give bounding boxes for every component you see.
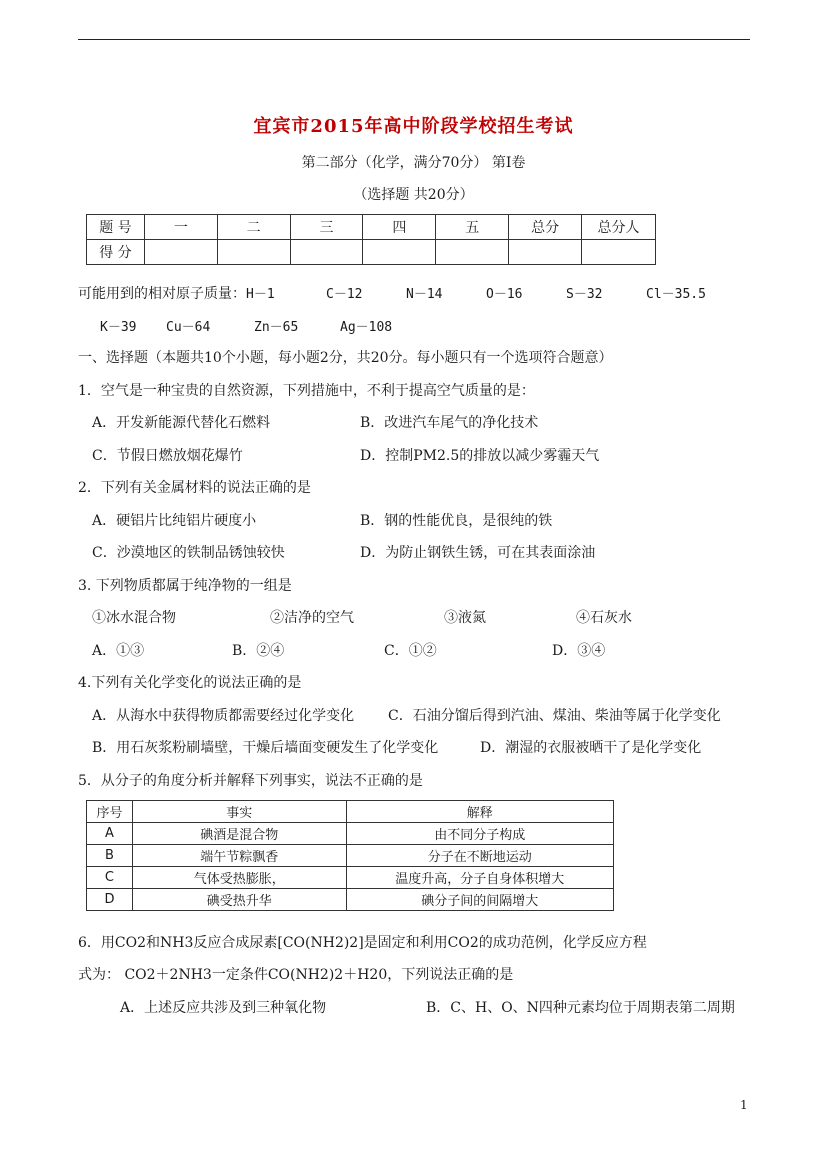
row-label: D xyxy=(87,889,133,911)
option-b: B．钢的性能优良，是很纯的铁 xyxy=(360,513,553,529)
table-row xyxy=(87,889,614,911)
section-heading: 一、选择题（本题共10个小题，每小题2分，共20分。每小题只有一个选项符合题意） xyxy=(78,350,613,366)
option-a: A．开发新能源代替化石燃料 xyxy=(92,415,271,431)
fact-cell: 碘酒是混合物 xyxy=(132,823,346,845)
score-table-header-row xyxy=(87,215,656,240)
score-cell: 总分 xyxy=(509,215,582,240)
score-cell: 四 xyxy=(363,215,436,240)
substance-item: ①冰水混合物 xyxy=(92,610,176,626)
score-table xyxy=(86,214,656,265)
score-cell: 一 xyxy=(144,215,217,240)
option-a: A．①③ xyxy=(92,643,145,659)
table-row xyxy=(87,867,614,889)
explanation-cell: 分子在不断地运动 xyxy=(346,845,614,867)
section-label: （选择题 共20分） xyxy=(353,187,474,203)
row-label: C xyxy=(87,867,133,889)
option-c: C．①② xyxy=(384,643,437,659)
option-b: B．改进汽车尾气的净化技术 xyxy=(360,415,539,431)
atomic-mass: Cl－35.5 xyxy=(646,287,706,302)
question-stem: 3. 下列物质都属于纯净物的一组是 xyxy=(78,578,292,594)
score-cell: 总分人 xyxy=(582,215,656,240)
header-cell: 序号 xyxy=(87,801,133,823)
exam-title: 宜宾市2015年高中阶段学校招生考试 xyxy=(253,116,574,137)
row-label: B xyxy=(87,845,133,867)
score-cell: 三 xyxy=(290,215,363,240)
option-b: B．②④ xyxy=(232,643,285,659)
explanation-cell: 温度升高，分子自身体积增大 xyxy=(346,867,614,889)
facts-table-header xyxy=(87,801,614,823)
score-cell xyxy=(509,240,582,265)
substance-item: ③液氮 xyxy=(444,610,486,626)
score-table-score-row xyxy=(87,240,656,265)
row-label: A xyxy=(87,823,133,845)
header-rule xyxy=(78,39,750,40)
facts-table xyxy=(86,800,614,911)
score-cell: 二 xyxy=(217,215,290,240)
score-cell: 得 分 xyxy=(87,240,145,265)
atomic-mass-intro: 可能用到的相对原子质量： xyxy=(78,286,246,302)
page-number: 1 xyxy=(740,1098,748,1112)
atomic-mass: Ag－108 xyxy=(340,320,393,335)
atomic-mass: O－16 xyxy=(486,287,523,302)
score-cell xyxy=(363,240,436,265)
explanation-cell: 碘分子间的间隔增大 xyxy=(346,889,614,911)
option-c: C．节假日燃放烟花爆竹 xyxy=(92,448,243,464)
score-cell xyxy=(217,240,290,265)
table-row xyxy=(87,845,614,867)
substance-item: ④石灰水 xyxy=(576,610,632,626)
score-cell xyxy=(290,240,363,265)
score-cell: 题 号 xyxy=(87,215,145,240)
question-stem: 4.下列有关化学变化的说法正确的是 xyxy=(78,675,302,691)
substance-item: ②洁净的空气 xyxy=(270,610,354,626)
option-b: B．用石灰浆粉刷墙壁，干燥后墙面变硬发生了化学变化 xyxy=(92,740,439,756)
score-cell xyxy=(582,240,656,265)
fact-cell: 碘受热升华 xyxy=(132,889,346,911)
question-stem: 2．下列有关金属材料的说法正确的是 xyxy=(78,480,311,496)
atomic-mass: Zn－65 xyxy=(254,320,299,335)
option-a: A．上述反应共涉及到三种氧化物 xyxy=(120,1000,327,1016)
exam-subtitle: 第二部分（化学，满分70分） 第Ⅰ卷 xyxy=(301,155,526,171)
question-stem-continued: 式为： CO2＋2NH3一定条件CO(NH2)2＋H20，下列说法正确的是 xyxy=(78,967,514,983)
score-cell xyxy=(436,240,509,265)
fact-cell: 气体受热膨胀， xyxy=(132,867,346,889)
question-stem: 5．从分子的角度分析并解释下列事实，说法不正确的是 xyxy=(78,773,423,789)
explanation-cell: 由不同分子构成 xyxy=(346,823,614,845)
atomic-mass: H－1 xyxy=(246,287,275,302)
option-d: D．控制PM2.5的排放以减少雾霾天气 xyxy=(360,448,600,464)
fact-cell: 端午节粽飘香 xyxy=(132,845,346,867)
option-d: D．③④ xyxy=(552,643,606,659)
atomic-mass: Cu－64 xyxy=(166,320,211,335)
score-cell xyxy=(144,240,217,265)
option-d: D．为防止钢铁生锈，可在其表面涂油 xyxy=(360,545,596,561)
question-stem: 6．用CO2和NH3反应合成尿素[CO(NH2)2]是固定和利用CO2的成功范例，化学反应方程 xyxy=(78,935,647,951)
option-d: D．潮湿的衣服被晒干了是化学变化 xyxy=(480,740,702,756)
table-row xyxy=(87,823,614,845)
option-a: A．硬铝片比纯铝片硬度小 xyxy=(92,513,257,529)
atomic-mass: N－14 xyxy=(406,287,443,302)
question-stem: 1．空气是一种宝贵的自然资源，下列措施中，不利于提高空气质量的是： xyxy=(78,383,535,399)
option-c: C．沙漠地区的铁制品锈蚀较快 xyxy=(92,545,285,561)
atomic-mass: S－32 xyxy=(566,287,603,302)
atomic-mass: K－39 xyxy=(100,320,137,335)
atomic-mass: C－12 xyxy=(326,287,363,302)
option-a: A．从海水中获得物质都需要经过化学变化 xyxy=(92,708,355,724)
option-c: C．石油分馏后得到汽油、煤油、柴油等属于化学变化 xyxy=(388,708,721,724)
header-cell: 事实 xyxy=(132,801,346,823)
score-cell: 五 xyxy=(436,215,509,240)
header-cell: 解释 xyxy=(346,801,614,823)
option-b: B．C、H、O、N四种元素均位于周期表第二周期 xyxy=(426,1000,735,1016)
